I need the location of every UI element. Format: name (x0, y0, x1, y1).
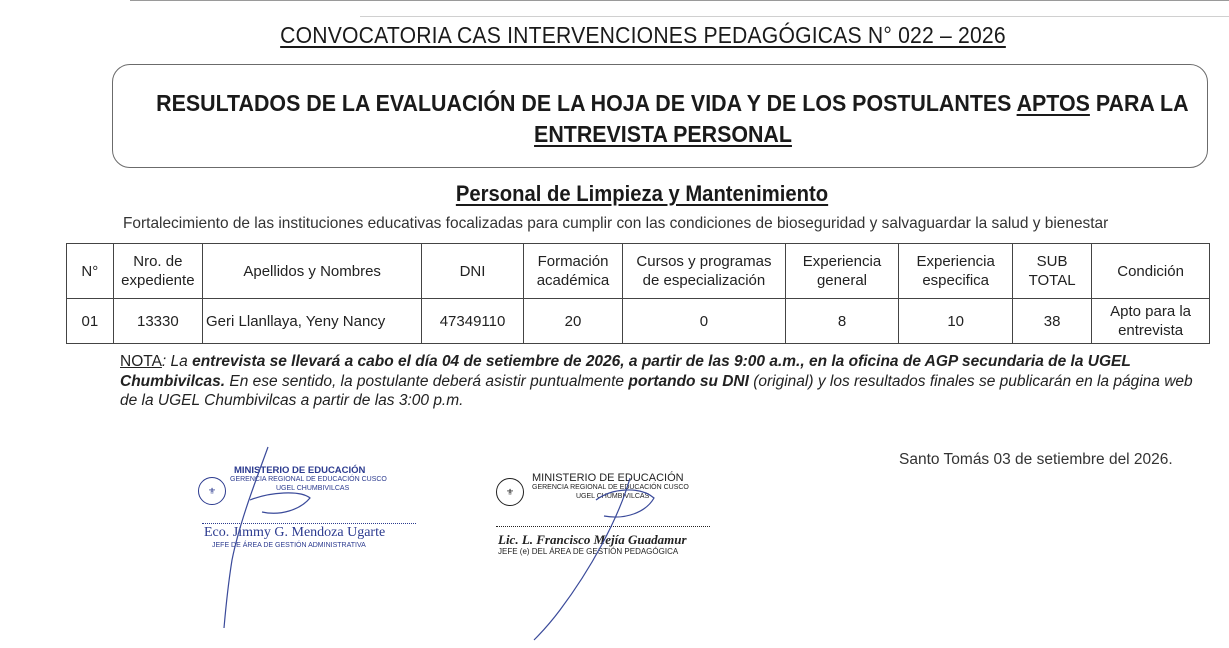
header-cell: SUB TOTAL (1013, 244, 1092, 299)
peru-crest-icon: ⚜ (496, 478, 524, 506)
signer-name: Lic. L. Francisco Mejía Guadamur (498, 532, 687, 547)
signature-stroke (224, 447, 268, 628)
nota-bold-text: portando su DNI (628, 372, 749, 390)
section-subtitle: Fortalecimiento de las instituciones educativas focalizadas para cumplir con las condiciones de bioseguridad y salvaguardar la salud y bienestar (123, 215, 1109, 232)
table-cell: 38 (1013, 299, 1092, 344)
results-heading-text: RESULTADOS DE LA EVALUACIÓN DE LA HOJA DE VIDA Y DE LOS POSTULANTES (156, 90, 1017, 116)
header-cell: Nro. de expediente (113, 244, 202, 299)
nota-text: : La (161, 353, 193, 370)
table-cell: 10 (899, 299, 1013, 344)
signature-stroke (250, 493, 310, 513)
header-cell: Formación académica (523, 244, 622, 299)
results-heading-line2: ENTREVISTA PERSONAL (534, 121, 792, 147)
table-cell: Geri Llanllaya, Yeny Nancy (203, 299, 422, 344)
header-cell: Condición (1092, 244, 1210, 299)
signer-name: Eco. Jimmy G. Mendoza Ugarte (204, 525, 386, 540)
nota-bold-text: entrevista se llevará a cabo el día 04 de setiembre de 2026, a partir de las 9:00 a.m., en la oficina de AGP secundaria de la UGEL Chumbivilcas. (120, 353, 1131, 390)
stamp-sub2: UGEL CHUMBIVILCAS (576, 493, 650, 500)
aptos-underlined: APTOS (1016, 90, 1090, 116)
header-cell: Apellidos y Nombres (203, 244, 422, 299)
header-cell: N° (67, 244, 114, 299)
signer-role: JEFE DE ÁREA DE GESTIÓN ADMINISTRATIVA (212, 542, 366, 549)
header-cell: DNI (422, 244, 524, 299)
table-cell: 13330 (113, 299, 202, 344)
stamp-sub2: UGEL CHUMBIVILCAS (276, 485, 350, 492)
table-cell: 47349110 (422, 299, 524, 344)
table-cell: 0 (623, 299, 785, 344)
stamp-org: MINISTERIO DE EDUCACIÓN (234, 465, 366, 476)
stamp-sub1: GERENCIA REGIONAL DE EDUCACIÓN CUSCO (532, 484, 689, 491)
document-title: CONVOCATORIA CAS INTERVENCIONES PEDAGÓGICAS N° 022 – 2026 (280, 22, 1006, 48)
section-title: Personal de Limpieza y Mantenimiento (455, 181, 829, 206)
table-cell: 8 (785, 299, 899, 344)
header-cell: Experiencia general (785, 244, 899, 299)
header-cell: Experiencia especifica (899, 244, 1013, 299)
nota-text: (original) y los resultados finales se publicarán en la página web de la UGEL Chumbivilcas a partir de las 3:00 p.m. (120, 372, 1193, 409)
header-cell: Cursos y programas de especialización (623, 244, 785, 299)
table-cell: 01 (67, 299, 114, 344)
stamp-org: MINISTERIO DE EDUCACIÓN (532, 472, 684, 484)
stamp-sub1: GERENCIA REGIONAL DE EDUCACIÓN CUSCO (230, 476, 387, 483)
results-heading-text-end: PARA LA (1089, 90, 1189, 116)
nota-label: NOTA (120, 353, 162, 370)
table-cell: Apto para la entrevista (1092, 299, 1210, 344)
table-cell: 20 (523, 299, 622, 344)
date-line: Santo Tomás 03 de setiembre del 2026. (899, 451, 1173, 468)
signature-stroke (534, 478, 630, 640)
peru-crest-icon: ⚜ (198, 477, 226, 505)
nota-text: En ese sentido, la postulante deberá asistir puntualmente (225, 372, 629, 390)
signer-role: JEFE (e) DEL ÁREA DE GESTIÓN PEDAGÓGICA (498, 547, 679, 556)
